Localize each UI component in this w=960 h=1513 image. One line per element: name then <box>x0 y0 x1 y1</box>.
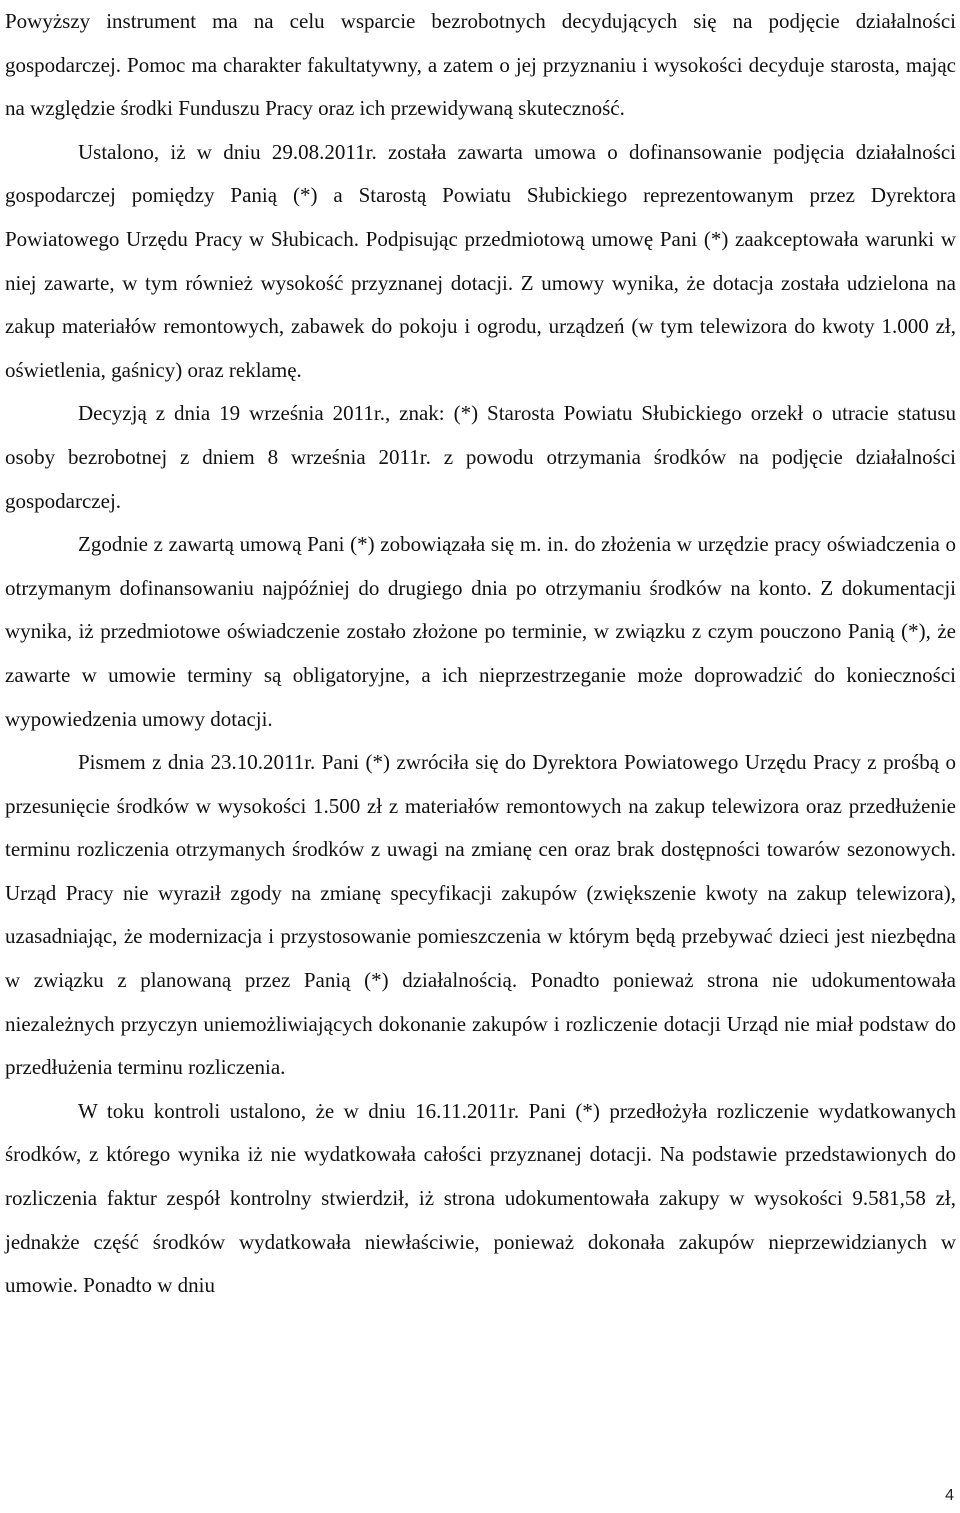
paragraph-4: Zgodnie z zawartą umową Pani (*) zobowiązała się m. in. do złożenia w urzędzie pracy oświadczenia o otrzymanym dofinansowaniu najpóźniej do drugiego dnia po otrzymaniu środków na konto. Z dokumentacji wynika, iż przedmiotowe oświadczenie zostało złożone po terminie, w związku z czym pouczono Panią (*), że zawarte w umowie terminy są obligatoryjne, a ich nieprzestrzeganie może doprowadzić do konieczności wypowiedzenia umowy dotacji. <box>5 532 956 731</box>
document-body <box>5 0 956 1308</box>
paragraph-6: W toku kontroli ustalono, że w dniu 16.11.2011r. Pani (*) przedłożyła rozliczenie wydatkowanych środków, z którego wynika iż nie wydatkowała całości przyznanej dotacji. Na podstawie przedstawionych do rozliczenia faktur zespół kontrolny stwierdził, iż strona udokumentowała zakupy w wysokości 9.581,58 zł, jednakże część środków wydatkowała niewłaściwie, ponieważ dokonała zakupów nieprzewidzianych w umowie. Ponadto w dniu <box>5 1098 956 1298</box>
page-number: 4 <box>945 1487 954 1504</box>
paragraph-5: Pismem z dnia 23.10.2011r. Pani (*) zwróciła się do Dyrektora Powiatowego Urzędu Pracy z prośbą o przesunięcie środków w wysokości 1.500 zł z materiałów remontowych na zakup telewizora oraz przedłużenie terminu rozliczenia otrzymanych środków z uwagi na zmianę cen oraz brak dostępności towarów sezonowych. Urząd Pracy nie wyraził zgody na zmianę specyfikacji zakupów (zwiększenie kwoty na zakup telewizora), uzasadniając, że modernizacja i przystosowanie pomieszczenia w którym będą przebywać dzieci jest niezbędna w związku z planowaną przez Panią (*) działalnością. Ponadto ponieważ strona nie udokumentowała niezależnych przyczyn uniemożliwiających dokonanie zakupów i rozliczenie dotacji Urząd nie miał podstaw do przedłużenia terminu rozliczenia. <box>5 750 956 1080</box>
paragraph-1: Powyższy instrument ma na celu wsparcie bezrobotnych decydujących się na podjęcie działalności gospodarczej. Pomoc ma charakter fakultatywny, a zatem o jej przyznaniu i wysokości decyduje starosta, mając na względzie środki Funduszu Pracy oraz ich przewidywaną skuteczność. <box>5 9 956 121</box>
paragraph-3: Decyzją z dnia 19 września 2011r., znak: (*) Starosta Powiatu Słubickiego orzekł o utracie statusu osoby bezrobotnej z dniem 8 września 2011r. z powodu otrzymania środków na podjęcie działalności gospodarczej. <box>5 401 956 513</box>
paragraph-2: Ustalono, iż w dniu 29.08.2011r. została zawarta umowa o dofinansowanie podjęcia działalności gospodarczej pomiędzy Panią (*) a Starostą Powiatu Słubickiego reprezentowanym przez Dyrektora Powiatowego Urzędu Pracy w Słubicach. Podpisując przedmiotową umowę Pani (*) zaakceptowała warunki w niej zawarte, w tym również wysokość przyznanej dotacji. Z umowy wynika, że dotacja została udzielona na zakup materiałów remontowych, zabawek do pokoju i ogrodu, urządzeń (w tym telewizora do kwoty 1.000 zł, oświetlenia, gaśnicy) oraz reklamę. <box>5 139 956 382</box>
